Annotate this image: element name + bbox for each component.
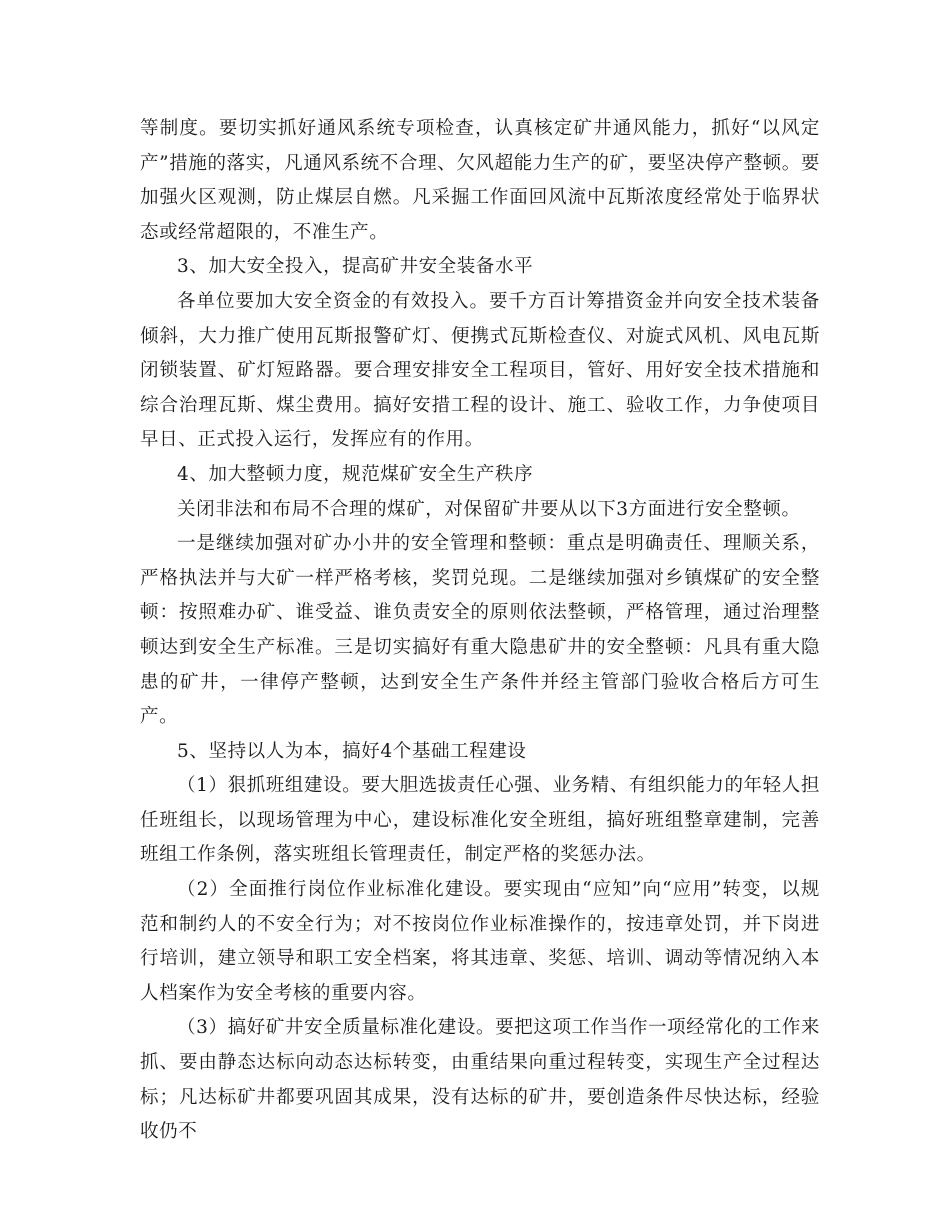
- document-body: [140, 112, 820, 1150]
- section-heading-4: 4、加大整顿力度，规范煤矿安全生产秩序: [177, 463, 534, 485]
- paragraph-quality-standardization: （3）搞好矿井安全质量标准化建设。要把这项工作当作一项经常化的工作来抓、要由静态达标向动态达标转变，由重结果向重过程转变，实现生产全过程达标；凡达标矿井都要巩固其成果，没有达标的矿井，要创造条件尽快达标，经验收仍不: [140, 1017, 820, 1143]
- paragraph-three-rectifications: 一是继续加强对矿办小井的安全管理和整顿：重点是明确责任、理顺关系，严格执法并与大矿一样严格考核，奖罚兑现。二是继续加强对乡镇煤矿的安全整顿：按照难办矿、谁受益、谁负责安全的原则依法整顿，严格管理，通过治理整顿达到安全生产标准。三是切实搞好有重大隐患矿井的安全整顿：凡具有重大隐患的矿井，一律停产整顿，达到安全生产条件并经主管部门验收合格后方可生产。: [140, 533, 820, 728]
- paragraph-job-standardization: （2）全面推行岗位作业标准化建设。要实现由“应知”向“应用”转变，以规范和制约人的不安全行为；对不按岗位作业标准操作的，按违章处罚，并下岗进行培训，建立领导和职工安全档案，将其违章、奖惩、培训、调动等情况纳入本人档案作为安全考核的重要内容。: [140, 879, 820, 1004]
- paragraph-team-building: （1）狠抓班组建设。要大胆选拔责任心强、业务精、有组织能力的年轻人担任班组长，以现场管理为中心，建设标准化安全班组，搞好班组整章建制，完善班组工作条例，落实班组长管理责任，制定严格的奖惩办法。: [140, 775, 820, 866]
- paragraph-close-illegal-mines: 关闭非法和布局不合理的煤矿，对保留矿井要从以下3方面进行安全整顿。: [177, 498, 801, 520]
- section-heading-3: 3、加大安全投入，提高矿井安全装备水平: [177, 256, 534, 278]
- paragraph-safety-investment: 各单位要加大安全资金的有效投入。要千方百计筹措资金并向安全技术装备倾斜，大力推广使用瓦斯报警矿灯、便携式瓦斯检查仪、对旋式风机、风电瓦斯闭锁装置、矿灯短路器。要合理安排安全工程项目，管好、用好安全技术措施和综合治理瓦斯、煤尘费用。搞好安措工程的设计、施工、验收工作，力争使项目早日、正式投入运行，发挥应有的作用。: [140, 290, 820, 451]
- section-heading-5: 5、坚持以人为本，搞好4个基础工程建设: [177, 740, 527, 762]
- paragraph-ventilation-check: 等制度。要切实抓好通风系统专项检查，认真核定矿井通风能力，抓好“以风定产”措施的落实，凡通风系统不合理、欠风超能力生产的矿，要坚决停产整顿。要加强火区观测，防止煤层自燃。凡采掘工作面回风流中瓦斯浓度经常处于临界状态或经常超限的，不准生产。: [140, 118, 820, 243]
